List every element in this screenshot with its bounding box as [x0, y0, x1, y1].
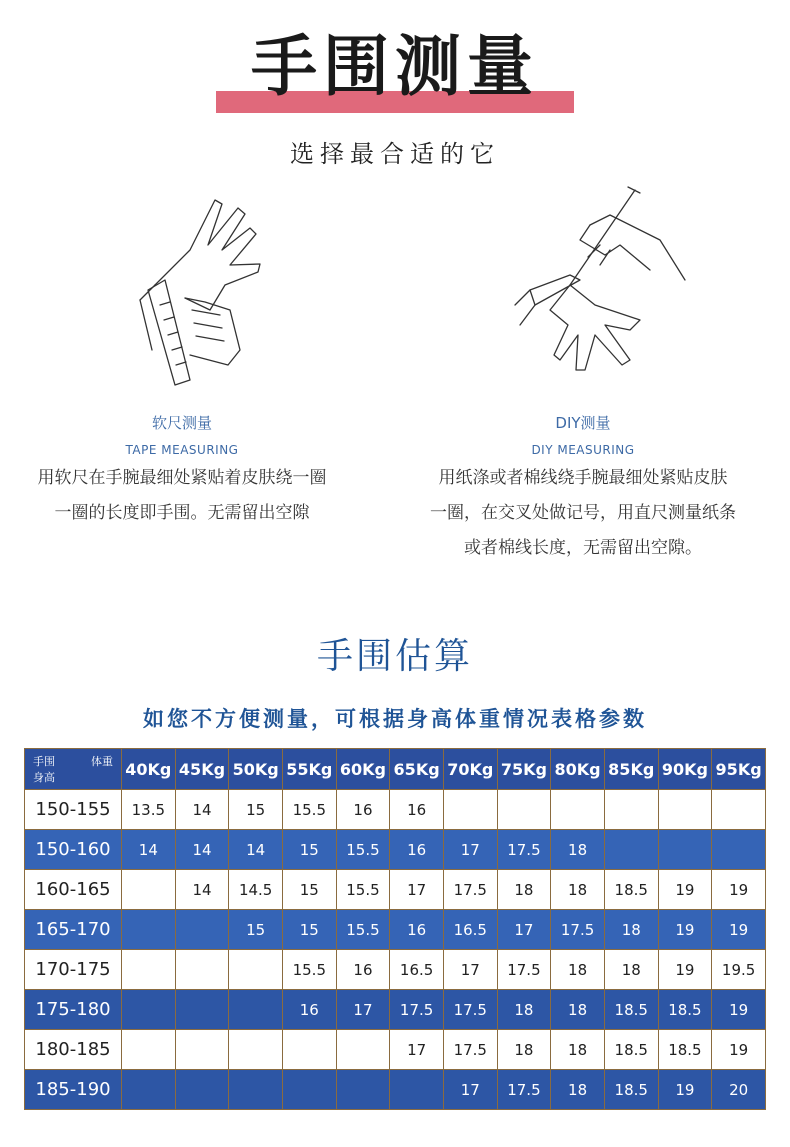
- wrist-size-cell: 18: [551, 990, 605, 1030]
- wrist-size-cell: 14: [175, 830, 229, 870]
- table-row: [25, 870, 766, 910]
- wrist-size-cell: 14: [175, 790, 229, 830]
- corner-height-label: 身高: [33, 771, 55, 784]
- wrist-size-cell: 17.5: [443, 870, 497, 910]
- wrist-size-cell: 16.5: [390, 950, 444, 990]
- wrist-size-cell: 19: [658, 1070, 712, 1110]
- wrist-size-cell: [282, 1070, 336, 1110]
- wrist-size-cell: [712, 790, 766, 830]
- wrist-size-cell: 14: [175, 870, 229, 910]
- wrist-size-cell: [175, 950, 229, 990]
- wrist-size-cell: [122, 910, 176, 950]
- wrist-size-cell: 16.5: [443, 910, 497, 950]
- table-row: [25, 790, 766, 830]
- diy-desc-line: 用纸涤或者棉线绕手腕最细处紧贴皮肤: [438, 468, 728, 488]
- table-row: [25, 990, 766, 1030]
- table-header-row: [25, 749, 766, 790]
- wrist-size-cell: [229, 1070, 283, 1110]
- wrist-size-cell: 19: [658, 950, 712, 990]
- diy-desc-line: 或者棉线长度，无需留出空隙。: [464, 538, 702, 558]
- wrist-size-cell: 18: [497, 1030, 551, 1070]
- wrist-size-cell: 17.5: [497, 1070, 551, 1110]
- diy-title-en: DIY MEASURING: [531, 443, 635, 457]
- wrist-size-cell: 16: [336, 950, 390, 990]
- wrist-size-cell: 18: [604, 910, 658, 950]
- wrist-size-cell: 19: [712, 990, 766, 1030]
- wrist-size-cell: [336, 1070, 390, 1110]
- wrist-size-cell: 16: [390, 790, 444, 830]
- weight-header: 65Kg: [390, 749, 444, 790]
- tape-desc-line: 一圈的长度即手围。无需留出空隙: [54, 503, 310, 523]
- wrist-size-cell: 17: [497, 910, 551, 950]
- wrist-size-cell: 16: [282, 990, 336, 1030]
- wrist-size-cell: 14.5: [229, 870, 283, 910]
- wrist-size-cell: 16: [390, 830, 444, 870]
- wrist-size-cell: 18: [551, 870, 605, 910]
- height-range-cell: 160-165: [25, 870, 122, 910]
- wrist-size-cell: 20: [712, 1070, 766, 1110]
- diy-title-cn: DIY测量: [555, 414, 611, 432]
- corner-wrist-label: 手围: [33, 755, 55, 768]
- table-body: [25, 790, 766, 1110]
- tape-title-cn: 软尺测量: [151, 414, 212, 432]
- weight-header: 95Kg: [712, 749, 766, 790]
- wrist-size-cell: 18: [551, 830, 605, 870]
- wrist-size-cell: 17.5: [390, 990, 444, 1030]
- weight-header: 90Kg: [658, 749, 712, 790]
- weight-header: 50Kg: [229, 749, 283, 790]
- estimate-title: 手围估算: [316, 636, 473, 677]
- page-subtitle: 选择最合适的它: [290, 140, 500, 168]
- diy-measure-illustration: [510, 185, 690, 385]
- wrist-size-cell: [122, 990, 176, 1030]
- diy-desc-line: 一圈，在交叉处做记号，用直尺测量纸条: [430, 503, 736, 523]
- wrist-size-cell: 18: [497, 870, 551, 910]
- wrist-size-cell: 18.5: [604, 1030, 658, 1070]
- wrist-size-cell: [122, 1070, 176, 1110]
- wrist-size-cell: [604, 830, 658, 870]
- diy-measuring-section: [393, 412, 773, 566]
- wrist-size-cell: 19.5: [712, 950, 766, 990]
- estimate-subtitle: 如您不方便测量，可根据身高体重情况表格参数: [143, 707, 647, 731]
- wrist-size-cell: 19: [712, 870, 766, 910]
- wrist-size-cell: 17: [443, 830, 497, 870]
- weight-header: 85Kg: [604, 749, 658, 790]
- weight-header: 40Kg: [122, 749, 176, 790]
- wrist-size-cell: 16: [336, 790, 390, 830]
- wrist-size-cell: 19: [658, 870, 712, 910]
- wrist-size-cell: 15: [282, 830, 336, 870]
- wrist-size-cell: [658, 790, 712, 830]
- wrist-size-cell: 15.5: [282, 790, 336, 830]
- wrist-size-cell: 19: [712, 910, 766, 950]
- wrist-size-cell: 18: [551, 1030, 605, 1070]
- table-row: [25, 910, 766, 950]
- wrist-size-cell: [175, 910, 229, 950]
- weight-header: 55Kg: [282, 749, 336, 790]
- wrist-size-cell: [229, 990, 283, 1030]
- wrist-size-cell: 16: [390, 910, 444, 950]
- wrist-size-cell: 14: [122, 830, 176, 870]
- wrist-size-cell: 19: [712, 1030, 766, 1070]
- height-range-cell: 150-155: [25, 790, 122, 830]
- wrist-size-cell: 15: [229, 910, 283, 950]
- height-range-cell: 175-180: [25, 990, 122, 1030]
- table-row: [25, 950, 766, 990]
- wrist-size-cell: 15: [282, 910, 336, 950]
- wrist-size-cell: [443, 790, 497, 830]
- wrist-size-cell: 15: [229, 790, 283, 830]
- wrist-size-cell: [229, 1030, 283, 1070]
- wrist-size-cell: [175, 1070, 229, 1110]
- diy-description: [393, 461, 773, 566]
- wrist-size-cell: 17.5: [443, 1030, 497, 1070]
- wrist-size-cell: 17: [443, 950, 497, 990]
- height-range-cell: 180-185: [25, 1030, 122, 1070]
- wrist-size-cell: 17.5: [443, 990, 497, 1030]
- wrist-size-cell: 17: [390, 870, 444, 910]
- table-row: [25, 1030, 766, 1070]
- wrist-size-cell: [122, 870, 176, 910]
- wrist-size-cell: [229, 950, 283, 990]
- height-range-cell: 170-175: [25, 950, 122, 990]
- wrist-size-cell: [175, 990, 229, 1030]
- wrist-size-cell: [551, 790, 605, 830]
- wrist-size-cell: 18.5: [658, 1030, 712, 1070]
- wrist-size-cell: [604, 790, 658, 830]
- wrist-size-cell: [122, 950, 176, 990]
- wrist-size-cell: 15.5: [336, 870, 390, 910]
- weight-header: 45Kg: [175, 749, 229, 790]
- wrist-size-cell: 18: [497, 990, 551, 1030]
- weight-header: 60Kg: [336, 749, 390, 790]
- corner-weight-label: 体重: [91, 755, 113, 768]
- wrist-size-cell: 13.5: [122, 790, 176, 830]
- height-range-cell: 150-160: [25, 830, 122, 870]
- wrist-size-cell: 18.5: [604, 870, 658, 910]
- wrist-size-cell: [712, 830, 766, 870]
- wrist-size-cell: 18: [604, 950, 658, 990]
- wrist-size-cell: 18.5: [604, 1070, 658, 1110]
- wrist-size-cell: [122, 1030, 176, 1070]
- wrist-size-cell: 15.5: [336, 830, 390, 870]
- height-range-cell: 165-170: [25, 910, 122, 950]
- wrist-size-cell: 17: [336, 990, 390, 1030]
- wrist-size-cell: 17.5: [497, 830, 551, 870]
- table-row: [25, 1070, 766, 1110]
- wrist-size-cell: 17.5: [497, 950, 551, 990]
- wrist-size-cell: [390, 1070, 444, 1110]
- wrist-size-cell: [336, 1030, 390, 1070]
- wrist-size-cell: 17.5: [551, 910, 605, 950]
- wrist-size-cell: 14: [229, 830, 283, 870]
- size-table: [24, 748, 766, 1110]
- table-corner-cell: [25, 749, 122, 790]
- wrist-size-cell: 18.5: [604, 990, 658, 1030]
- wrist-size-cell: 15.5: [282, 950, 336, 990]
- weight-header: 75Kg: [497, 749, 551, 790]
- wrist-size-cell: 15.5: [336, 910, 390, 950]
- wrist-size-cell: 19: [658, 910, 712, 950]
- wrist-size-cell: 18.5: [658, 990, 712, 1030]
- wrist-size-cell: [497, 790, 551, 830]
- wrist-size-cell: [175, 1030, 229, 1070]
- wrist-size-cell: 18: [551, 950, 605, 990]
- page-title: 手围测量: [251, 27, 539, 105]
- weight-header: 70Kg: [443, 749, 497, 790]
- wrist-size-cell: 18: [551, 1070, 605, 1110]
- tape-measuring-section: [0, 412, 372, 531]
- wrist-size-cell: [658, 830, 712, 870]
- wrist-size-cell: 17: [390, 1030, 444, 1070]
- table-row: [25, 830, 766, 870]
- wrist-size-cell: 17: [443, 1070, 497, 1110]
- weight-header: 80Kg: [551, 749, 605, 790]
- tape-measure-illustration: [130, 190, 280, 390]
- wrist-size-cell: [282, 1030, 336, 1070]
- tape-desc-line: 用软尺在手腕最细处紧贴着皮肤绕一圈: [37, 468, 327, 488]
- tape-title-en: TAPE MEASURING: [125, 443, 239, 457]
- height-range-cell: 185-190: [25, 1070, 122, 1110]
- wrist-size-cell: 15: [282, 870, 336, 910]
- tape-description: [0, 461, 372, 531]
